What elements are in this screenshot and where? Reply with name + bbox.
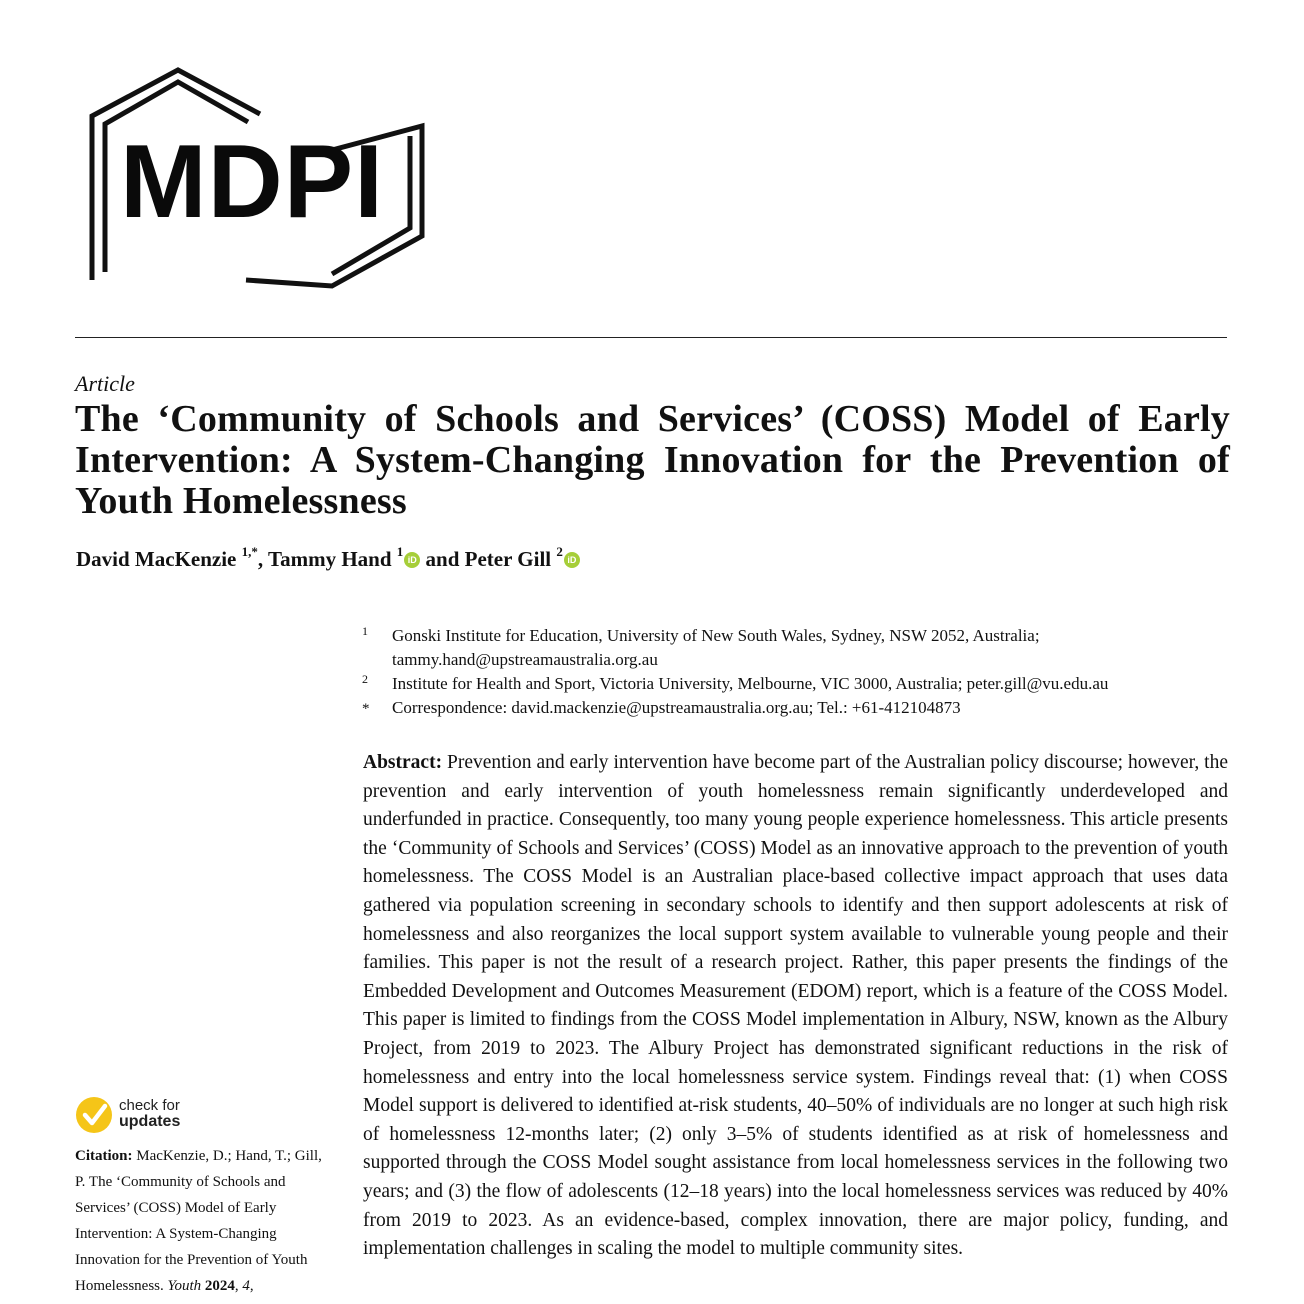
article-type-label: Article [75,371,135,396]
citation-trailing: , [249,1278,254,1294]
author-list [76,544,580,572]
abstract-label: Abstract: [363,752,443,773]
check-updates-line1: check for [119,1097,180,1114]
mdpi-logo [84,64,434,296]
citation-label: Citation: [75,1148,133,1164]
affiliations [362,624,1242,720]
affiliation-line: Gonski Institute for Education, University of New South Wales, Sydney, NSW 2052, Australia; [392,626,1040,645]
citation: Citation: MacKenzie, D.; Hand, T.; Gill, P. The ‘Community of Schools and Services’ (COSS) Model of Early Intervention: A System-Changing Innovation for the Prevention of Youth Homelessness. Youth 2024, 4, [75,1148,322,1294]
header-rule [75,337,1227,338]
affiliation-item [362,624,1242,672]
abstract-text: Prevention and early intervention have become part of the Australian policy discourse; however, the prevention and early intervention of youth homelessness remain significantly underdeveloped and underfunded in practice. Consequently, too many young people experience homelessness. This article presents the ‘Community of Schools and Services’ (COSS) Model as an innovative approach to the prevention of youth homelessness. The COSS Model is an Australian place-based collective impact approach that uses data gathered via population screening in secondary schools to identify and then support adolescents at risk of homelessness and also reorganizes the local support system available to vulnerable young people and their families. This paper is not the result of a research project. Rather, this paper presents the findings of the Embedded Development and Outcomes Measurement (EDOM) report, which is a feature of the COSS Model. This paper is limited to findings from the COSS Model implementation in Albury, NSW, known as the Albury Project, from 2019 to 2023. The Albury Project has demonstrated significant reductions in the risk of homelessness and entry into the local homelessness service system. Findings reveal that: (1) when COSS Model support is delivered to identified at-risk students, 40–50% of individuals are no longer at such high risk of homelessness 12-months later; (2) only 3–5% of students identified as at risk of homelessness and supported through the COSS Model sought assistance from local homelessness services in the following two years; and (3) the flow of adolescents (12–18 years) into the local homelessness services was reduced by 40% from 2019 to 2023. As an evidence-based, complex innovation, there are major policy, funding, and implementation challenges in scaling the model to multiple community sites. [363,752,1228,1260]
affiliation-line: Correspondence: david.mackenzie@upstreamaustralia.org.au; Tel.: +61-412104873 [392,698,961,717]
affiliation-item [362,696,1242,720]
logo-wordmark: MDPI [120,124,384,240]
citation-year: 2024 [204,1278,235,1294]
affiliation-mark: 2 [362,672,368,686]
author-affiliation-mark: 1,* [241,544,258,559]
author-name[interactable]: David MacKenzie [76,547,237,571]
abstract [363,749,1228,1264]
checkmark-circle [76,1097,112,1133]
affiliation-item [362,672,1242,696]
check-updates-line2: updates [119,1113,181,1130]
author-affiliation-mark: 1 [396,544,404,559]
orcid-icon[interactable]: iD [404,552,420,568]
checkmark-icon [75,1096,113,1134]
author-name[interactable]: Tammy Hand [268,547,392,571]
affiliation-line: Institute for Health and Sport, Victoria University, Melbourne, VIC 3000, Australia; peter.gill@vu.edu.au [392,674,1109,693]
author-separator: , [257,547,269,571]
citation-journal: Youth [167,1278,202,1294]
orcid-icon[interactable]: iD [564,552,580,568]
paper-title: The ‘Community of Schools and Services’ (COSS) Model of Early Intervention: A System-Changing Innovation for the Prevention of Youth Homelessness [75,398,1230,522]
citation-volume: 4 [242,1278,250,1294]
author-affiliation-mark: 2 [556,544,563,559]
citation-text: MacKenzie, D.; Hand, T.; Gill, P. The ‘Community of Schools and Services’ (COSS) Model of Early Intervention: A System-Changing Innovation for the Prevention of Youth Homelessness. [75,1148,322,1294]
affiliation-line: tammy.hand@upstreamaustralia.org.au [392,650,658,669]
check-for-updates-badge[interactable] [75,1096,215,1136]
affiliation-mark: 1 [362,624,368,638]
affiliation-mark: * [362,701,370,717]
author-separator: and [420,547,465,571]
author-name[interactable]: Peter Gill [464,547,552,571]
